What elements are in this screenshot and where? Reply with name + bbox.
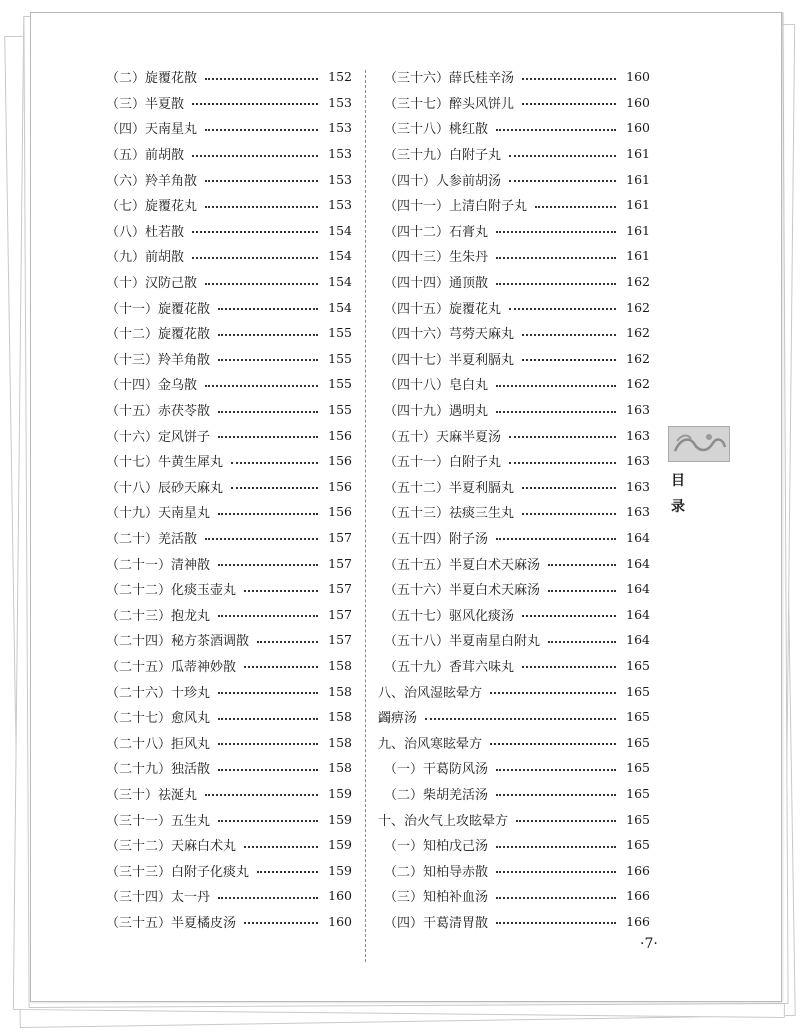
toc-entry-page: 165 — [626, 811, 650, 827]
toc-entry-page: 153 — [328, 120, 352, 136]
toc-entry-page: 154 — [328, 274, 352, 290]
toc-entry-page: 162 — [626, 350, 650, 366]
toc-entry-title: （五十二）半夏利膈丸 — [384, 480, 515, 496]
toc-dot-leader — [218, 334, 318, 336]
toc-entry-title: （十四）金乌散 — [106, 378, 198, 394]
toc-dot-leader — [218, 308, 318, 310]
toc-entry — [378, 806, 650, 832]
toc-entry-title: （五）前胡散 — [106, 148, 185, 164]
toc-entry-title: （四十）人参前胡汤 — [384, 173, 502, 189]
toc-entry — [378, 678, 650, 704]
toc-entry — [378, 346, 650, 372]
toc-dot-leader — [509, 155, 616, 157]
toc-dot-leader — [205, 538, 318, 540]
toc-entry-title: （十六）定风饼子 — [106, 429, 211, 445]
toc-dot-leader — [496, 769, 616, 771]
toc-entry — [100, 243, 352, 269]
toc-entry-title: （五十一）白附子丸 — [384, 455, 502, 471]
toc-dot-leader — [496, 794, 616, 796]
toc-entry-title: （十一）旋覆花散 — [106, 301, 211, 317]
section-title-char-2: 录 — [671, 499, 685, 515]
toc-entry — [378, 90, 650, 116]
toc-dot-leader — [218, 820, 318, 822]
toc-entry-page: 164 — [626, 632, 650, 648]
toc-dot-leader — [218, 411, 318, 413]
toc-entry — [100, 115, 352, 141]
toc-dot-leader — [509, 462, 616, 464]
section-title-char-1: 目 — [671, 473, 685, 489]
toc-entry-title: （二十二）化痰玉壶丸 — [106, 583, 237, 599]
toc-entry-title: 九、治风寒眩晕方 — [378, 736, 483, 752]
toc-entry-page: 158 — [328, 760, 352, 776]
toc-entry-page: 163 — [626, 504, 650, 520]
toc-entry — [100, 141, 352, 167]
toc-entry-title: （二十三）抱龙丸 — [106, 608, 211, 624]
toc-entry — [100, 627, 352, 653]
toc-entry-title: （四十八）皂白丸 — [384, 378, 489, 394]
toc-entry-title: （二十七）愈风丸 — [106, 711, 211, 727]
toc-dot-leader — [192, 231, 318, 233]
toc-entry — [100, 346, 352, 372]
toc-entry — [100, 704, 352, 730]
toc-entry-title: （八）杜若散 — [106, 224, 185, 240]
toc-entry-title: （十二）旋覆花散 — [106, 327, 211, 343]
toc-entry-title: （四十二）石膏丸 — [384, 224, 489, 240]
toc-entry-page: 159 — [328, 837, 352, 853]
toc-entry — [100, 601, 352, 627]
toc-dot-leader — [496, 231, 616, 233]
toc-entry — [100, 192, 352, 218]
toc-right-column — [378, 64, 650, 934]
toc-entry-title: （三十七）醉头风饼儿 — [384, 96, 515, 112]
toc-entry-title: （五十三）祛痰三生丸 — [384, 506, 515, 522]
toc-entry-page: 158 — [328, 709, 352, 725]
toc-dot-leader — [192, 257, 318, 259]
toc-dot-leader — [192, 103, 318, 105]
toc-dot-leader — [522, 78, 616, 80]
toc-dot-leader — [218, 769, 318, 771]
toc-entry-title: （四十五）旋覆花丸 — [384, 301, 502, 317]
toc-dot-leader — [490, 743, 616, 745]
toc-dot-leader — [496, 922, 616, 924]
toc-entry — [378, 576, 650, 602]
toc-entry-page: 163 — [626, 427, 650, 443]
toc-dot-leader — [496, 257, 616, 259]
toc-entry-title: （四）干葛清胃散 — [384, 915, 489, 931]
toc-entry-page: 153 — [328, 146, 352, 162]
toc-dot-leader — [205, 794, 318, 796]
toc-entry-title: （一）知柏戊己汤 — [384, 839, 489, 855]
toc-entry — [100, 653, 352, 679]
toc-entry-page: 163 — [626, 453, 650, 469]
toc-entry-page: 154 — [328, 248, 352, 264]
toc-dot-leader — [205, 180, 318, 182]
toc-entry — [100, 550, 352, 576]
toc-entry — [378, 64, 650, 90]
toc-entry-page: 162 — [626, 274, 650, 290]
toc-entry — [100, 371, 352, 397]
toc-entry-title: （三十八）桃红散 — [384, 122, 489, 138]
toc-entry-page: 166 — [626, 888, 650, 904]
toc-entry-page: 161 — [626, 171, 650, 187]
toc-dot-leader — [218, 564, 318, 566]
toc-dot-leader — [218, 718, 318, 720]
toc-entry — [378, 653, 650, 679]
toc-entry-title: （十三）羚羊角散 — [106, 352, 211, 368]
toc-entry-page: 156 — [328, 478, 352, 494]
toc-entry-page: 165 — [626, 837, 650, 853]
toc-entry — [378, 525, 650, 551]
toc-dot-leader — [205, 78, 318, 80]
toc-entry-page: 158 — [328, 734, 352, 750]
column-divider — [365, 70, 366, 962]
toc-entry-page: 165 — [626, 734, 650, 750]
toc-entry-title: （三十三）白附子化痰丸 — [106, 864, 250, 880]
toc-dot-leader — [218, 513, 318, 515]
toc-dot-leader — [522, 334, 616, 336]
toc-dot-leader — [218, 436, 318, 438]
toc-dot-leader — [522, 615, 616, 617]
toc-entry — [378, 857, 650, 883]
toc-entry-page: 161 — [626, 197, 650, 213]
toc-entry — [100, 525, 352, 551]
toc-entry-page: 154 — [328, 222, 352, 238]
toc-entry-page: 166 — [626, 862, 650, 878]
toc-entry-page: 156 — [328, 453, 352, 469]
toc-entry-page: 158 — [328, 657, 352, 673]
toc-dot-leader — [244, 666, 318, 668]
toc-dot-leader — [516, 820, 616, 822]
toc-entry — [378, 627, 650, 653]
toc-dot-leader — [496, 538, 616, 540]
toc-dot-leader — [509, 180, 616, 182]
toc-dot-leader — [244, 846, 318, 848]
toc-entry-title: （五十五）半夏白术天麻汤 — [384, 557, 541, 573]
toc-entry-page: 157 — [328, 632, 352, 648]
toc-entry-page: 163 — [626, 478, 650, 494]
toc-dot-leader — [548, 564, 616, 566]
toc-dot-leader — [205, 283, 318, 285]
toc-dot-leader — [496, 871, 616, 873]
toc-entry — [100, 857, 352, 883]
toc-entry-page: 160 — [626, 120, 650, 136]
toc-entry-page: 152 — [328, 69, 352, 85]
toc-entry — [378, 883, 650, 909]
toc-entry-title: 八、治风湿眩晕方 — [378, 685, 483, 701]
toc-entry — [378, 909, 650, 935]
toc-entry-page: 165 — [626, 760, 650, 776]
toc-entry-page: 153 — [328, 94, 352, 110]
toc-entry — [100, 90, 352, 116]
toc-entry-page: 166 — [626, 913, 650, 929]
toc-dot-leader — [496, 411, 616, 413]
toc-entry-title: （十七）牛黄生犀丸 — [106, 455, 224, 471]
toc-dot-leader — [231, 462, 318, 464]
toc-entry-title: （三）知柏补血汤 — [384, 890, 489, 906]
toc-entry-title: （三十六）薛氏桂辛汤 — [384, 71, 515, 87]
toc-entry-title: （五十六）半夏白术天麻汤 — [384, 583, 541, 599]
toc-dot-leader — [522, 513, 616, 515]
toc-entry — [378, 397, 650, 423]
toc-entry — [100, 422, 352, 448]
toc-entry-page: 165 — [626, 657, 650, 673]
toc-dot-leader — [496, 897, 616, 899]
toc-entry-title: （四十四）通顶散 — [384, 276, 489, 292]
toc-entry-page: 165 — [626, 683, 650, 699]
toc-entry — [378, 243, 650, 269]
toc-entry — [100, 474, 352, 500]
toc-entry-page: 162 — [626, 325, 650, 341]
toc-entry-title: （四十七）半夏利膈丸 — [384, 352, 515, 368]
toc-entry-title: （十八）辰砂天麻丸 — [106, 480, 224, 496]
toc-entry — [378, 422, 650, 448]
toc-entry-title: （五十）天麻半夏汤 — [384, 429, 502, 445]
toc-entry — [100, 909, 352, 935]
toc-entry — [378, 192, 650, 218]
toc-entry-page: 161 — [626, 146, 650, 162]
toc-entry-title: （二十五）瓜蒂神妙散 — [106, 659, 237, 675]
toc-entry-title: （三）半夏散 — [106, 96, 185, 112]
toc-entry — [378, 729, 650, 755]
toc-entry-page: 160 — [328, 913, 352, 929]
toc-entry-page: 155 — [328, 325, 352, 341]
toc-entry-page: 157 — [328, 555, 352, 571]
toc-dot-leader — [425, 718, 616, 720]
toc-entry-page: 159 — [328, 811, 352, 827]
toc-dot-leader — [244, 922, 318, 924]
toc-entry-page: 158 — [328, 683, 352, 699]
toc-entry-title: （九）前胡散 — [106, 250, 185, 266]
toc-entry-title: （三十九）白附子丸 — [384, 148, 502, 164]
toc-entry-page: 161 — [626, 248, 650, 264]
toc-entry-title: （一）干葛防风汤 — [384, 762, 489, 778]
toc-entry-title: （二）旋覆花散 — [106, 71, 198, 87]
toc-entry-page: 161 — [626, 222, 650, 238]
toc-entry-title: （十九）天南星丸 — [106, 506, 211, 522]
toc-entry — [100, 294, 352, 320]
toc-dot-leader — [490, 692, 616, 694]
toc-entry — [100, 832, 352, 858]
toc-entry-title: （十）汉防己散 — [106, 276, 198, 292]
toc-entry-title: （四十三）生朱丹 — [384, 250, 489, 266]
toc-dot-leader — [244, 590, 318, 592]
toc-entry — [378, 499, 650, 525]
toc-entry — [378, 474, 650, 500]
toc-dot-leader — [218, 692, 318, 694]
toc-entry-page: 163 — [626, 402, 650, 418]
toc-entry — [378, 704, 650, 730]
toc-entry-title: （三十四）太一丹 — [106, 890, 211, 906]
toc-entry — [100, 397, 352, 423]
toc-dot-leader — [522, 359, 616, 361]
toc-entry-title: （三十）祛涎丸 — [106, 787, 198, 803]
toc-entry-page: 155 — [328, 350, 352, 366]
toc-entry — [100, 678, 352, 704]
toc-entry-title: （二十八）拒风丸 — [106, 736, 211, 752]
toc-entry-title: （二十）羌活散 — [106, 531, 198, 547]
toc-entry-title: 蠲痹汤 — [378, 711, 418, 727]
toc-entry — [378, 448, 650, 474]
toc-entry — [100, 806, 352, 832]
toc-entry-page: 156 — [328, 504, 352, 520]
toc-entry-page: 157 — [328, 581, 352, 597]
toc-entry-page: 160 — [626, 94, 650, 110]
toc-entry — [100, 499, 352, 525]
toc-entry-title: （三十一）五生丸 — [106, 813, 211, 829]
toc-entry-page: 160 — [328, 888, 352, 904]
toc-dot-leader — [257, 641, 318, 643]
toc-entry — [100, 320, 352, 346]
toc-entry — [100, 218, 352, 244]
toc-entry-page: 165 — [626, 785, 650, 801]
toc-dot-leader — [231, 487, 318, 489]
section-title-vertical — [668, 468, 688, 520]
toc-dot-leader — [218, 359, 318, 361]
toc-entry-title: （四十六）芎䓖天麻丸 — [384, 327, 515, 343]
toc-entry-page: 157 — [328, 606, 352, 622]
toc-dot-leader — [548, 641, 616, 643]
toc-entry-page: 153 — [328, 197, 352, 213]
toc-entry — [100, 269, 352, 295]
toc-entry-title: （三十五）半夏橘皮汤 — [106, 915, 237, 931]
toc-dot-leader — [535, 206, 616, 208]
toc-entry-page: 159 — [328, 785, 352, 801]
toc-entry — [378, 832, 650, 858]
toc-entry-page: 159 — [328, 862, 352, 878]
seal-ornament-icon — [669, 427, 729, 461]
toc-dot-leader — [496, 283, 616, 285]
toc-entry-page: 164 — [626, 606, 650, 622]
toc-dot-leader — [192, 155, 318, 157]
toc-entry-title: （二）柴胡羌活汤 — [384, 787, 489, 803]
toc-entry-title: （六）羚羊角散 — [106, 173, 198, 189]
toc-entry-page: 154 — [328, 299, 352, 315]
toc-entry-page: 164 — [626, 529, 650, 545]
page-number: ·7· — [640, 936, 658, 952]
toc-dot-leader — [509, 436, 616, 438]
toc-dot-leader — [522, 103, 616, 105]
toc-entry — [378, 166, 650, 192]
toc-entry-page: 155 — [328, 402, 352, 418]
toc-entry-title: （二十九）独活散 — [106, 762, 211, 778]
toc-entry-page: 162 — [626, 299, 650, 315]
toc-entry — [378, 320, 650, 346]
toc-entry-title: （四十九）遇明丸 — [384, 404, 489, 420]
toc-dot-leader — [522, 487, 616, 489]
toc-dot-leader — [496, 385, 616, 387]
toc-entry — [100, 64, 352, 90]
toc-entry-page: 164 — [626, 555, 650, 571]
toc-entry — [378, 141, 650, 167]
toc-entry-title: （四）天南星丸 — [106, 122, 198, 138]
toc-entry — [378, 294, 650, 320]
toc-entry-title: （二）知柏导赤散 — [384, 864, 489, 880]
toc-entry-page: 153 — [328, 171, 352, 187]
toc-entry-page: 155 — [328, 376, 352, 392]
toc-entry-page: 164 — [626, 581, 650, 597]
toc-entry — [378, 269, 650, 295]
toc-dot-leader — [205, 206, 318, 208]
toc-entry — [100, 755, 352, 781]
toc-entry — [378, 371, 650, 397]
toc-entry — [100, 448, 352, 474]
toc-entry — [378, 601, 650, 627]
toc-entry — [378, 755, 650, 781]
toc-entry-title: （五十四）附子汤 — [384, 531, 489, 547]
toc-entry-page: 165 — [626, 709, 650, 725]
decorative-seal-image — [668, 426, 730, 462]
toc-dot-leader — [496, 846, 616, 848]
toc-dot-leader — [218, 615, 318, 617]
toc-entry-title: （四十一）上清白附子丸 — [384, 199, 528, 215]
toc-entry — [378, 781, 650, 807]
toc-entry-title: 十、治火气上攻眩晕方 — [378, 813, 509, 829]
toc-entry — [100, 883, 352, 909]
toc-entry-title: （十五）赤茯苓散 — [106, 404, 211, 420]
toc-entry-title: （二十一）清神散 — [106, 557, 211, 573]
toc-entry-title: （二十四）秘方茶酒调散 — [106, 634, 250, 650]
toc-entry-title: （三十二）天麻白术丸 — [106, 839, 237, 855]
toc-entry — [100, 781, 352, 807]
toc-entry-title: （五十七）驱风化痰汤 — [384, 608, 515, 624]
toc-entry-title: （七）旋覆花丸 — [106, 199, 198, 215]
toc-entry-page: 162 — [626, 376, 650, 392]
toc-entry — [378, 218, 650, 244]
toc-entry-title: （五十九）香茸六味丸 — [384, 659, 515, 675]
toc-dot-leader — [496, 129, 616, 131]
toc-dot-leader — [218, 897, 318, 899]
toc-entry-page: 160 — [626, 69, 650, 85]
toc-dot-leader — [205, 129, 318, 131]
toc-entry-title: （二十六）十珍丸 — [106, 685, 211, 701]
toc-entry-page: 156 — [328, 427, 352, 443]
toc-entry-page: 157 — [328, 529, 352, 545]
toc-dot-leader — [218, 743, 318, 745]
toc-dot-leader — [205, 385, 318, 387]
toc-dot-leader — [548, 590, 616, 592]
toc-entry — [100, 166, 352, 192]
toc-dot-leader — [522, 666, 616, 668]
toc-dot-leader — [509, 308, 616, 310]
toc-entry-title: （五十八）半夏南星白附丸 — [384, 634, 541, 650]
toc-left-column — [100, 64, 352, 934]
toc-entry — [100, 576, 352, 602]
toc-entry — [378, 115, 650, 141]
toc-dot-leader — [257, 871, 318, 873]
toc-entry — [100, 729, 352, 755]
toc-entry — [378, 550, 650, 576]
